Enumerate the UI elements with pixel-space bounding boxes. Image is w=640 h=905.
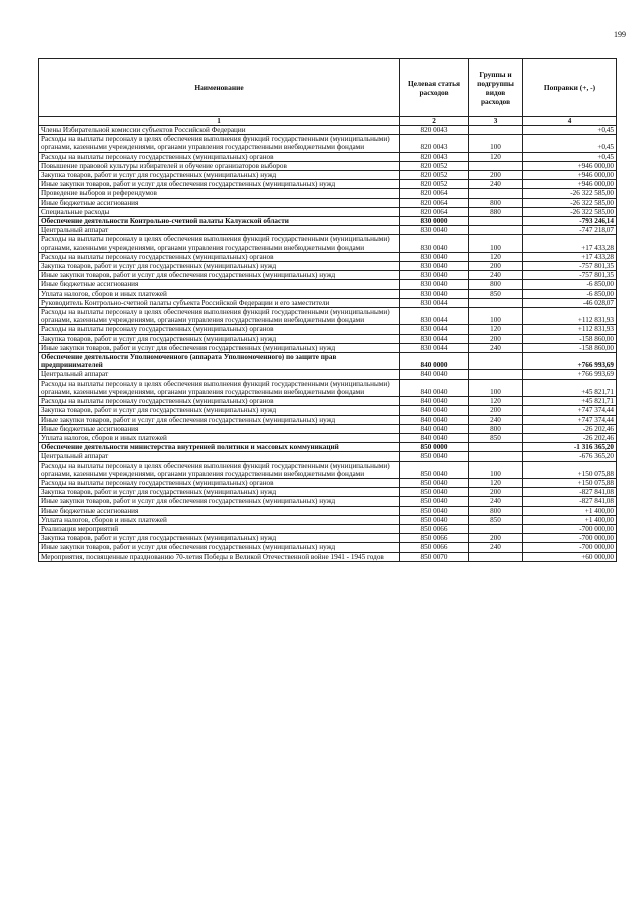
row-expense-group: 240	[469, 497, 523, 506]
row-expense-group: 800	[469, 198, 523, 207]
row-amount: -747 218,07	[523, 226, 617, 235]
row-name: Реализация мероприятий	[39, 524, 400, 533]
column-number-row	[39, 117, 617, 126]
row-name: Руководитель Контрольно-счетной палаты субъекта Российской Федерации и его заместители	[39, 298, 400, 307]
row-target-code: 830 0040	[400, 289, 469, 298]
row-amount: -1 316 365,20	[523, 443, 617, 452]
row-amount: +946 000,00	[523, 180, 617, 189]
row-name: Повышение правовой культуры избирателей и обучение организаторов выборов	[39, 161, 400, 170]
row-name: Иные бюджетные ассигнования	[39, 424, 400, 433]
row-target-code: 850 0040	[400, 488, 469, 497]
table-row	[39, 497, 617, 506]
table-row	[39, 262, 617, 271]
table-row	[39, 298, 617, 307]
row-expense-group	[469, 370, 523, 379]
row-expense-group: 120	[469, 325, 523, 334]
table-row	[39, 198, 617, 207]
row-expense-group: 200	[469, 262, 523, 271]
row-amount: -827 841,08	[523, 497, 617, 506]
row-expense-group: 800	[469, 424, 523, 433]
row-amount: +0,45	[523, 126, 617, 135]
row-name: Иные бюджетные ассигнования	[39, 280, 400, 289]
row-amount: +60 000,00	[523, 552, 617, 561]
row-expense-group	[469, 452, 523, 461]
row-name: Закупка товаров, работ и услуг для государственных (муниципальных) нужд	[39, 171, 400, 180]
table-row	[39, 189, 617, 198]
row-target-code: 850 0040	[400, 497, 469, 506]
row-expense-group: 100	[469, 461, 523, 478]
row-name: Специальные расходы	[39, 207, 400, 216]
column-number: 1	[39, 117, 400, 126]
row-expense-group	[469, 161, 523, 170]
header-amendments: Поправки (+, -)	[523, 59, 617, 117]
table-row	[39, 308, 617, 325]
row-name: Закупка товаров, работ и услуг для государственных (муниципальных) нужд	[39, 262, 400, 271]
row-name: Закупка товаров, работ и услуг для государственных (муниципальных) нужд	[39, 406, 400, 415]
table-header-row	[39, 59, 617, 117]
table-row	[39, 226, 617, 235]
row-target-code: 830 0044	[400, 334, 469, 343]
table-row	[39, 171, 617, 180]
row-amount: -26 202,46	[523, 433, 617, 442]
row-name: Центральный аппарат	[39, 452, 400, 461]
row-expense-group: 240	[469, 343, 523, 352]
row-name: Иные закупки товаров, работ и услуг для обеспечения государственных (муниципальных) нужд	[39, 180, 400, 189]
row-target-code: 850 0000	[400, 443, 469, 452]
row-amount: -757 801,35	[523, 262, 617, 271]
row-target-code: 840 0040	[400, 379, 469, 396]
row-name: Расходы на выплаты персоналу в целях обеспечения выполнения функций государственными (муниципальными) органами, казенными учреждениями, органами управления государственными внебюджетными фондами	[39, 461, 400, 478]
row-name: Расходы на выплаты персоналу государственных (муниципальных) органов	[39, 152, 400, 161]
row-expense-group: 120	[469, 478, 523, 487]
table-row	[39, 271, 617, 280]
table-row	[39, 524, 617, 533]
table-row	[39, 370, 617, 379]
row-amount: +45 821,71	[523, 379, 617, 396]
row-name: Закупка товаров, работ и услуг для государственных (муниципальных) нужд	[39, 534, 400, 543]
row-name: Расходы на выплаты персоналу в целях обеспечения выполнения функций государственными (муниципальными) органами, казенными учреждениями, органами управления государственными внебюджетными фондами	[39, 379, 400, 396]
table-row	[39, 543, 617, 552]
row-amount: -700 000,00	[523, 534, 617, 543]
row-name: Мероприятия, посвященные празднованию 70-летия Победы в Великой Отечественной войне 1941 - 1945 годов	[39, 552, 400, 561]
row-target-code: 830 0040	[400, 262, 469, 271]
row-expense-group: 200	[469, 406, 523, 415]
table-row	[39, 135, 617, 152]
row-amount: -700 000,00	[523, 524, 617, 533]
row-amount: -793 246,14	[523, 217, 617, 226]
row-target-code: 850 0040	[400, 461, 469, 478]
row-expense-group: 800	[469, 506, 523, 515]
row-expense-group	[469, 552, 523, 561]
row-expense-group: 850	[469, 515, 523, 524]
row-amount: +747 374,44	[523, 406, 617, 415]
row-name: Иные закупки товаров, работ и услуг для обеспечения государственных (муниципальных) нужд	[39, 271, 400, 280]
row-name: Иные закупки товаров, работ и услуг для обеспечения государственных (муниципальных) нужд	[39, 543, 400, 552]
row-amount: +1 400,00	[523, 506, 617, 515]
row-name: Расходы на выплаты персоналу государственных (муниципальных) органов	[39, 478, 400, 487]
column-number: 2	[400, 117, 469, 126]
row-amount: +112 831,93	[523, 308, 617, 325]
row-target-code: 840 0040	[400, 406, 469, 415]
row-target-code: 840 0040	[400, 370, 469, 379]
row-target-code: 820 0064	[400, 207, 469, 216]
row-target-code: 830 0044	[400, 343, 469, 352]
row-amount: +17 433,28	[523, 235, 617, 252]
row-expense-group	[469, 226, 523, 235]
row-target-code: 820 0052	[400, 171, 469, 180]
row-expense-group: 240	[469, 180, 523, 189]
row-name: Расходы на выплаты персоналу государственных (муниципальных) органов	[39, 325, 400, 334]
row-name: Уплата налогов, сборов и иных платежей	[39, 289, 400, 298]
column-number: 4	[523, 117, 617, 126]
row-target-code: 820 0043	[400, 135, 469, 152]
row-amount: -26 202,46	[523, 424, 617, 433]
table-row	[39, 180, 617, 189]
row-target-code: 840 0040	[400, 424, 469, 433]
row-amount: -6 850,00	[523, 289, 617, 298]
row-expense-group	[469, 524, 523, 533]
row-amount: +150 075,88	[523, 461, 617, 478]
row-amount: -827 841,08	[523, 488, 617, 497]
row-amount: -700 000,00	[523, 543, 617, 552]
row-name: Обеспечение деятельности Уполномоченного (аппарата Уполномоченного) по защите прав предпринимателей	[39, 353, 400, 370]
row-expense-group: 120	[469, 397, 523, 406]
row-target-code: 850 0040	[400, 478, 469, 487]
row-target-code: 820 0043	[400, 152, 469, 161]
table-row	[39, 217, 617, 226]
row-expense-group	[469, 298, 523, 307]
table-row	[39, 415, 617, 424]
row-amount: +766 993,69	[523, 353, 617, 370]
table-row	[39, 325, 617, 334]
table-row	[39, 252, 617, 261]
row-target-code: 820 0064	[400, 198, 469, 207]
row-target-code: 830 0040	[400, 226, 469, 235]
row-name: Центральный аппарат	[39, 370, 400, 379]
row-expense-group: 200	[469, 534, 523, 543]
row-target-code: 820 0064	[400, 189, 469, 198]
table-row	[39, 207, 617, 216]
row-expense-group: 850	[469, 289, 523, 298]
row-name: Иные бюджетные ассигнования	[39, 506, 400, 515]
page-number: 199	[614, 30, 626, 39]
row-target-code: 850 0066	[400, 524, 469, 533]
row-amount: +112 831,93	[523, 325, 617, 334]
row-name: Члены Избирательной комиссии субъектов Российской Федерации	[39, 126, 400, 135]
row-expense-group	[469, 126, 523, 135]
row-amount: -46 028,07	[523, 298, 617, 307]
table-row	[39, 353, 617, 370]
table-row	[39, 433, 617, 442]
row-amount: +1 400,00	[523, 515, 617, 524]
row-expense-group: 120	[469, 152, 523, 161]
row-expense-group: 100	[469, 308, 523, 325]
table-row	[39, 488, 617, 497]
row-expense-group: 100	[469, 379, 523, 396]
row-amount: +0,45	[523, 152, 617, 161]
row-target-code: 850 0066	[400, 534, 469, 543]
table-row	[39, 343, 617, 352]
table-row	[39, 461, 617, 478]
header-target-article: Целевая статья расходов	[400, 59, 469, 117]
table-row	[39, 280, 617, 289]
row-target-code: 830 0044	[400, 298, 469, 307]
table-row	[39, 506, 617, 515]
row-amount: +766 993,69	[523, 370, 617, 379]
row-amount: -757 801,35	[523, 271, 617, 280]
row-target-code: 840 0040	[400, 397, 469, 406]
row-expense-group: 800	[469, 280, 523, 289]
row-amount: +946 000,00	[523, 161, 617, 170]
table-row	[39, 334, 617, 343]
table-row	[39, 424, 617, 433]
row-amount: +0,45	[523, 135, 617, 152]
table-row	[39, 534, 617, 543]
row-expense-group: 100	[469, 235, 523, 252]
row-expense-group: 200	[469, 334, 523, 343]
row-target-code: 840 0040	[400, 433, 469, 442]
table-row	[39, 406, 617, 415]
row-expense-group: 240	[469, 415, 523, 424]
row-target-code: 830 0000	[400, 217, 469, 226]
row-expense-group	[469, 189, 523, 198]
table-row	[39, 379, 617, 396]
row-amount: -26 322 585,00	[523, 207, 617, 216]
row-target-code: 850 0066	[400, 543, 469, 552]
row-target-code: 820 0052	[400, 180, 469, 189]
row-expense-group: 240	[469, 271, 523, 280]
budget-amendments-table	[38, 58, 617, 562]
row-expense-group: 100	[469, 135, 523, 152]
row-name: Расходы на выплаты персоналу в целях обеспечения выполнения функций государственными (муниципальными) органами, казенными учреждениями, органами управления государственными внебюджетными фондами	[39, 135, 400, 152]
row-name: Обеспечение деятельности министерства внутренней политики и массовых коммуникаций	[39, 443, 400, 452]
table-row	[39, 397, 617, 406]
row-expense-group: 880	[469, 207, 523, 216]
row-target-code: 850 0040	[400, 515, 469, 524]
row-name: Проведение выборов и референдумов	[39, 189, 400, 198]
row-expense-group	[469, 217, 523, 226]
row-amount: -6 850,00	[523, 280, 617, 289]
row-target-code: 830 0044	[400, 308, 469, 325]
table-row	[39, 289, 617, 298]
row-target-code: 830 0040	[400, 252, 469, 261]
header-expense-group: Группы и подгруппы видов расходов	[469, 59, 523, 117]
row-target-code: 840 0000	[400, 353, 469, 370]
row-name: Расходы на выплаты персоналу государственных (муниципальных) органов	[39, 252, 400, 261]
table-row	[39, 152, 617, 161]
row-name: Обеспечение деятельности Контрольно-счетной палаты Калужской области	[39, 217, 400, 226]
row-name: Закупка товаров, работ и услуг для государственных (муниципальных) нужд	[39, 488, 400, 497]
row-name: Иные закупки товаров, работ и услуг для обеспечения государственных (муниципальных) нужд	[39, 497, 400, 506]
row-target-code: 840 0040	[400, 415, 469, 424]
row-amount: +747 374,44	[523, 415, 617, 424]
row-amount: +45 821,71	[523, 397, 617, 406]
table-body	[39, 126, 617, 562]
table-row	[39, 235, 617, 252]
row-amount: -158 860,00	[523, 334, 617, 343]
row-target-code: 830 0040	[400, 280, 469, 289]
row-amount: +946 000,00	[523, 171, 617, 180]
row-name: Расходы на выплаты персоналу в целях обеспечения выполнения функций государственными (муниципальными) органами, казенными учреждениями, органами управления государственными внебюджетными фондами	[39, 235, 400, 252]
table-row	[39, 478, 617, 487]
row-target-code: 830 0044	[400, 325, 469, 334]
table-row	[39, 126, 617, 135]
row-name: Расходы на выплаты персоналу государственных (муниципальных) органов	[39, 397, 400, 406]
row-name: Иные бюджетные ассигнования	[39, 198, 400, 207]
row-target-code: 820 0043	[400, 126, 469, 135]
row-expense-group: 200	[469, 488, 523, 497]
row-expense-group: 850	[469, 433, 523, 442]
row-amount: -158 860,00	[523, 343, 617, 352]
row-expense-group: 200	[469, 171, 523, 180]
row-name: Иные закупки товаров, работ и услуг для обеспечения государственных (муниципальных) нужд	[39, 415, 400, 424]
row-expense-group	[469, 443, 523, 452]
row-target-code: 850 0070	[400, 552, 469, 561]
row-target-code: 850 0040	[400, 506, 469, 515]
column-number: 3	[469, 117, 523, 126]
row-expense-group: 240	[469, 543, 523, 552]
row-target-code: 820 0052	[400, 161, 469, 170]
row-name: Уплата налогов, сборов и иных платежей	[39, 515, 400, 524]
row-amount: -26 322 585,00	[523, 198, 617, 207]
table-row	[39, 515, 617, 524]
row-amount: -26 322 585,00	[523, 189, 617, 198]
table-row	[39, 443, 617, 452]
row-target-code: 850 0040	[400, 452, 469, 461]
table-row	[39, 161, 617, 170]
table-row	[39, 552, 617, 561]
row-name: Центральный аппарат	[39, 226, 400, 235]
table-row	[39, 452, 617, 461]
header-name: Наименование	[39, 59, 400, 117]
row-expense-group: 120	[469, 252, 523, 261]
row-name: Иные закупки товаров, работ и услуг для обеспечения государственных (муниципальных) нужд	[39, 343, 400, 352]
row-name: Закупка товаров, работ и услуг для государственных (муниципальных) нужд	[39, 334, 400, 343]
row-target-code: 830 0040	[400, 271, 469, 280]
row-name: Уплата налогов, сборов и иных платежей	[39, 433, 400, 442]
row-amount: +150 075,88	[523, 478, 617, 487]
row-name: Расходы на выплаты персоналу в целях обеспечения выполнения функций государственными (муниципальными) органами, казенными учреждениями, органами управления государственными внебюджетными фондами	[39, 308, 400, 325]
row-target-code: 830 0040	[400, 235, 469, 252]
row-amount: +17 433,28	[523, 252, 617, 261]
row-amount: -676 365,20	[523, 452, 617, 461]
row-expense-group	[469, 353, 523, 370]
